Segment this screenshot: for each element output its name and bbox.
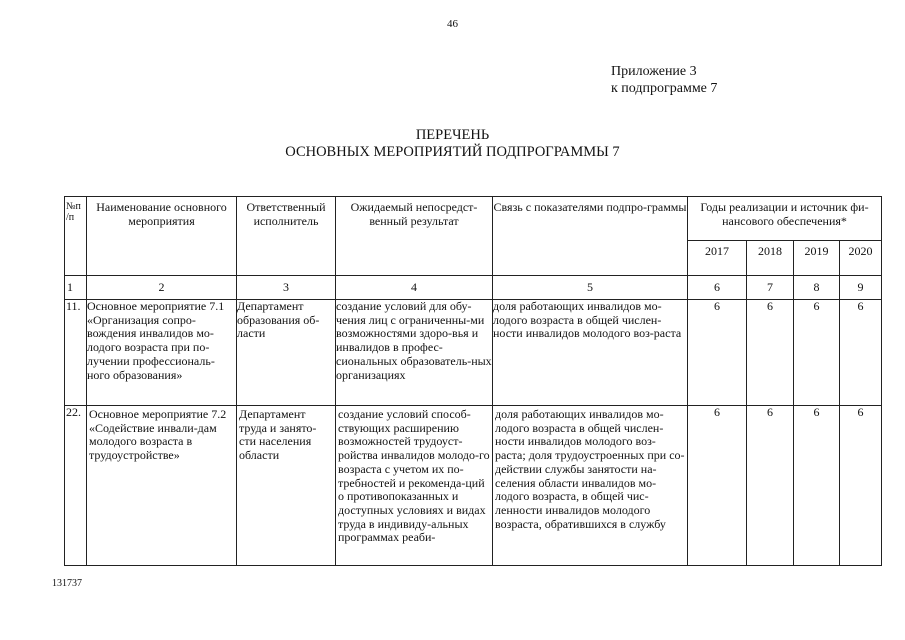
colnum-9: 9 [840,276,882,300]
footer-code: 131737 [52,578,82,589]
header-result: Ожидаемый непосредст-венный результат [336,197,493,276]
row1-year-2017: 6 [688,300,747,406]
header-name: Наименование основного мероприятия [87,197,237,276]
document-title [0,127,905,161]
appendix-line-1: Приложение 3 [611,64,697,79]
colnum-1: 1 [65,276,87,300]
row2-year-2020: 6 [840,406,882,566]
row1-executor: Департамент образования об-ласти [237,300,336,406]
table-row [65,406,882,566]
header-years-group: Годы реализации и источник фи-нансового обеспечения* [688,197,882,241]
row2-year-2018: 6 [747,406,794,566]
colnum-4: 4 [336,276,493,300]
table-row [65,300,882,406]
row2-executor-cell [237,406,336,566]
row2-result: создание условий способ-ствующих расширению возможностей трудоуст-ройства инвалидов молодо-го возраста с учетом их по-требностей и рекоменда-ций о противопоказанных и доступных условиях и видах труда в индивиду-альных программах реаби- [338,407,490,545]
row2-year-2019: 6 [794,406,840,566]
header-year-2017: 2017 [688,241,747,276]
appendix-line-2: к подпрограмме 7 [611,81,718,96]
row1-num: 11. [65,300,87,406]
row2-executor: Департамент труда и занято-сти населения области [239,407,317,463]
appendix-note [611,63,717,97]
colnum-6: 6 [688,276,747,300]
colnum-5: 5 [493,276,688,300]
column-number-row [65,276,882,300]
row1-result: создание условий для обу-чения лиц с ограниченны-ми возможностями здоро-вья и инвалидов в профес-сиональных образователь-ных организациях [336,300,493,406]
row1-name: Основное мероприятие 7.1 «Организация сопро-вождения инвалидов мо-лодого возраста при по-лучении профессиональ-ного образования» [87,300,237,406]
row1-link: доля работающих инвалидов мо-лодого возраста в общей числен-ности инвалидов молодого воз-раста [493,300,688,406]
row2-name-cell [87,406,237,566]
measures-table [64,196,882,566]
row1-year-2019: 6 [794,300,840,406]
row2-year-2017: 6 [688,406,747,566]
header-year-2019: 2019 [794,241,840,276]
row2-name: Основное мероприятие 7.2 «Содействие инвали-дам молодого возраста в трудоустройстве» [89,407,227,463]
header-link: Связь с показателями подпро-граммы [493,197,688,276]
colnum-8: 8 [794,276,840,300]
header-year-2020: 2020 [840,241,882,276]
row1-year-2020: 6 [840,300,882,406]
row2-result-cell [336,406,493,566]
row2-num: 22. [65,406,87,566]
header-executor: Ответственный исполнитель [237,197,336,276]
header-year-2018: 2018 [747,241,794,276]
header-num: №п /п [65,197,87,276]
colnum-3: 3 [237,276,336,300]
title-line-1: ПЕРЕЧЕНЬ [415,127,490,143]
title-line-2: ОСНОВНЫХ МЕРОПРИЯТИЙ ПОДПРОГРАММЫ 7 [285,144,620,160]
page-number: 46 [447,18,458,30]
row2-link-cell [493,406,688,566]
colnum-7: 7 [747,276,794,300]
row1-year-2018: 6 [747,300,794,406]
colnum-2: 2 [87,276,237,300]
row2-link: доля работающих инвалидов мо-лодого возраста в общей числен-ности инвалидов молодого воз-раста; доля трудоустроенных при со-действии службы занятости на-селения области инвалидов мо-лодого возраста, в общей чис-ленности инвалидов молодого возраста, обратившихся в службу [495,407,685,531]
